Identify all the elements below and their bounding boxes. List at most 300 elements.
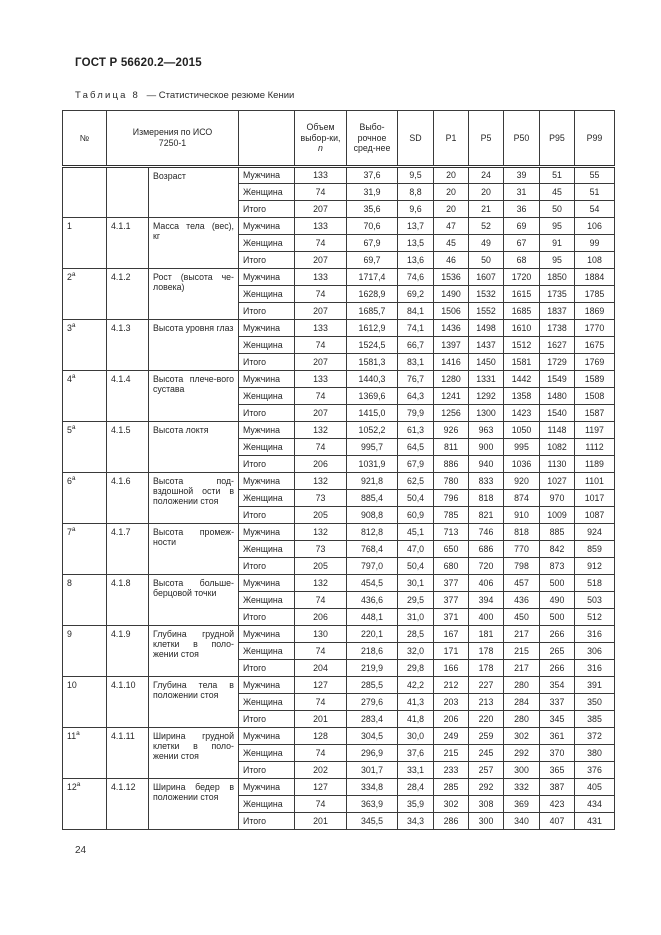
row-number-cell (63, 320, 107, 371)
gender-cell: Итого (239, 252, 295, 269)
p1-value-cell: 796 (434, 490, 469, 507)
p5-value-cell: 52 (469, 218, 504, 235)
iso-code-cell: 4.1.9 (107, 626, 149, 677)
row-number-footnote: a (76, 781, 81, 789)
table-row (63, 320, 615, 337)
mean-value-cell: 1717,4 (347, 269, 398, 286)
header-row (63, 111, 615, 167)
sd-value-cell: 28,5 (398, 626, 434, 643)
p50-value-cell: 1442 (504, 371, 540, 388)
p99-value-cell: 106 (575, 218, 615, 235)
n-value-cell: 74 (295, 439, 347, 456)
sd-value-cell: 66,7 (398, 337, 434, 354)
row-number-cell (63, 167, 107, 218)
n-value-cell: 202 (295, 762, 347, 779)
gender-cell: Итого (239, 354, 295, 371)
p1-value-cell: 680 (434, 558, 469, 575)
gender-cell: Мужчина (239, 422, 295, 439)
mean-value-cell: 334,8 (347, 779, 398, 796)
p5-value-cell: 900 (469, 439, 504, 456)
n-value-cell: 133 (295, 320, 347, 337)
p1-value-cell: 377 (434, 575, 469, 592)
row-number: 12 (67, 782, 77, 792)
mean-value-cell: 220,1 (347, 626, 398, 643)
iso-code-cell: 4.1.11 (107, 728, 149, 779)
mean-value-cell: 885,4 (347, 490, 398, 507)
p50-value-cell: 1610 (504, 320, 540, 337)
measure-name-cell: Высота больше-берцовой точки (149, 575, 239, 626)
p1-value-cell: 203 (434, 694, 469, 711)
p1-value-cell: 1397 (434, 337, 469, 354)
p1-value-cell: 377 (434, 592, 469, 609)
p99-value-cell: 1189 (575, 456, 615, 473)
sd-value-cell: 37,6 (398, 745, 434, 762)
p1-value-cell: 713 (434, 524, 469, 541)
sd-value-cell: 30,0 (398, 728, 434, 745)
row-number: 10 (67, 680, 77, 690)
sd-value-cell: 32,0 (398, 643, 434, 660)
mean-value-cell: 67,9 (347, 235, 398, 252)
sd-value-cell: 50,4 (398, 558, 434, 575)
p50-value-cell: 450 (504, 609, 540, 626)
p95-value-cell: 1738 (540, 320, 575, 337)
iso-code-cell: 4.1.12 (107, 779, 149, 830)
measure-name-cell: Высота под-вздошной ости в положении стоя (149, 473, 239, 524)
p50-value-cell: 1423 (504, 405, 540, 422)
measure-name-cell: Возраст (149, 167, 239, 218)
gender-cell: Женщина (239, 592, 295, 609)
p99-value-cell: 434 (575, 796, 615, 813)
row-number: 7 (67, 527, 72, 537)
p5-value-cell: 50 (469, 252, 504, 269)
p50-value-cell: 280 (504, 711, 540, 728)
iso-code-cell: 4.1.8 (107, 575, 149, 626)
p5-value-cell: 406 (469, 575, 504, 592)
col-header-sd: SD (398, 111, 434, 167)
row-number-cell (63, 677, 107, 728)
sd-value-cell: 61,3 (398, 422, 434, 439)
p1-value-cell: 811 (434, 439, 469, 456)
p99-value-cell: 1675 (575, 337, 615, 354)
gender-cell: Женщина (239, 490, 295, 507)
p50-value-cell: 995 (504, 439, 540, 456)
p50-value-cell: 770 (504, 541, 540, 558)
n-value-cell: 133 (295, 371, 347, 388)
p1-value-cell: 1436 (434, 320, 469, 337)
p95-value-cell: 365 (540, 762, 575, 779)
p5-value-cell: 746 (469, 524, 504, 541)
p5-value-cell: 1552 (469, 303, 504, 320)
gender-cell: Женщина (239, 388, 295, 405)
p1-value-cell: 20 (434, 201, 469, 218)
sd-value-cell: 64,5 (398, 439, 434, 456)
p50-value-cell: 31 (504, 184, 540, 201)
p50-value-cell: 67 (504, 235, 540, 252)
sd-value-cell: 84,1 (398, 303, 434, 320)
row-number-cell (63, 779, 107, 830)
p5-value-cell: 1331 (469, 371, 504, 388)
gender-cell: Мужчина (239, 473, 295, 490)
col-header-p1: P1 (434, 111, 469, 167)
p50-value-cell: 36 (504, 201, 540, 218)
mean-value-cell: 1052,2 (347, 422, 398, 439)
n-value-cell: 74 (295, 235, 347, 252)
p95-value-cell: 345 (540, 711, 575, 728)
p5-value-cell: 257 (469, 762, 504, 779)
n-value-cell: 130 (295, 626, 347, 643)
p5-value-cell: 963 (469, 422, 504, 439)
p99-value-cell: 1770 (575, 320, 615, 337)
p5-value-cell: 400 (469, 609, 504, 626)
p99-value-cell: 1508 (575, 388, 615, 405)
p95-value-cell: 1627 (540, 337, 575, 354)
row-number-footnote: a (71, 424, 76, 432)
p99-value-cell: 1017 (575, 490, 615, 507)
sd-value-cell: 76,7 (398, 371, 434, 388)
n-value-cell: 73 (295, 541, 347, 558)
sd-value-cell: 29,8 (398, 660, 434, 677)
p99-value-cell: 1884 (575, 269, 615, 286)
p95-value-cell: 1082 (540, 439, 575, 456)
p95-value-cell: 407 (540, 813, 575, 830)
measure-name-cell: Ширина грудной клетки в поло-жении стоя (149, 728, 239, 779)
gender-cell: Женщина (239, 286, 295, 303)
n-value-cell: 132 (295, 575, 347, 592)
p50-value-cell: 217 (504, 626, 540, 643)
col-header-gender (239, 111, 295, 167)
p99-value-cell: 316 (575, 626, 615, 643)
p99-value-cell: 55 (575, 167, 615, 184)
p95-value-cell: 45 (540, 184, 575, 201)
sd-value-cell: 60,9 (398, 507, 434, 524)
row-number: 9 (67, 629, 72, 639)
p95-value-cell: 266 (540, 660, 575, 677)
table-row (63, 575, 615, 592)
sd-value-cell: 34,3 (398, 813, 434, 830)
p5-value-cell: 308 (469, 796, 504, 813)
mean-value-cell: 1524,5 (347, 337, 398, 354)
p99-value-cell: 1197 (575, 422, 615, 439)
p5-value-cell: 1292 (469, 388, 504, 405)
p5-value-cell: 292 (469, 779, 504, 796)
sd-value-cell: 41,8 (398, 711, 434, 728)
p95-value-cell: 361 (540, 728, 575, 745)
gender-cell: Мужчина (239, 320, 295, 337)
mean-value-cell: 279,6 (347, 694, 398, 711)
p5-value-cell: 178 (469, 660, 504, 677)
n-value-cell: 73 (295, 490, 347, 507)
p1-value-cell: 206 (434, 711, 469, 728)
col-header-p5: P5 (469, 111, 504, 167)
n-value-cell: 74 (295, 184, 347, 201)
gender-cell: Итого (239, 456, 295, 473)
p95-value-cell: 490 (540, 592, 575, 609)
gender-cell: Итого (239, 762, 295, 779)
p99-value-cell: 859 (575, 541, 615, 558)
p1-value-cell: 212 (434, 677, 469, 694)
sd-value-cell: 42,2 (398, 677, 434, 694)
p1-value-cell: 371 (434, 609, 469, 626)
p1-value-cell: 215 (434, 745, 469, 762)
row-number-cell (63, 524, 107, 575)
n-value-cell: 206 (295, 456, 347, 473)
gender-cell: Женщина (239, 643, 295, 660)
mean-value-cell: 908,8 (347, 507, 398, 524)
table-row (63, 473, 615, 490)
mean-value-cell: 1415,0 (347, 405, 398, 422)
p99-value-cell: 1869 (575, 303, 615, 320)
table-header (63, 111, 615, 167)
mean-value-cell: 797,0 (347, 558, 398, 575)
n-value-cell: 128 (295, 728, 347, 745)
gender-cell: Женщина (239, 439, 295, 456)
p5-value-cell: 178 (469, 643, 504, 660)
p5-value-cell: 833 (469, 473, 504, 490)
row-number-cell (63, 575, 107, 626)
p1-value-cell: 171 (434, 643, 469, 660)
iso-code-cell: 4.1.7 (107, 524, 149, 575)
p99-value-cell: 385 (575, 711, 615, 728)
measure-name-cell: Масса тела (вес), кг (149, 218, 239, 269)
p95-value-cell: 1540 (540, 405, 575, 422)
col-header-mean: Выбо-рочное сред-нее (347, 111, 398, 167)
p50-value-cell: 1615 (504, 286, 540, 303)
n-value-cell: 205 (295, 558, 347, 575)
gender-cell: Итого (239, 303, 295, 320)
col-header-sample-size (295, 111, 347, 167)
table-caption-label: Таблица 8 (75, 90, 140, 101)
mean-value-cell: 345,5 (347, 813, 398, 830)
n-value-cell: 207 (295, 201, 347, 218)
col-header-number: № (63, 111, 107, 167)
table-row (63, 524, 615, 541)
n-value-cell: 205 (295, 507, 347, 524)
p5-value-cell: 24 (469, 167, 504, 184)
p95-value-cell: 354 (540, 677, 575, 694)
gender-cell: Итого (239, 558, 295, 575)
p99-value-cell: 1101 (575, 473, 615, 490)
table-row (63, 371, 615, 388)
iso-code-cell: 4.1.10 (107, 677, 149, 728)
p50-value-cell: 69 (504, 218, 540, 235)
gender-cell: Мужчина (239, 269, 295, 286)
col-header-measurement-line1: Измерения по ИСО (132, 127, 213, 138)
p1-value-cell: 780 (434, 473, 469, 490)
table-row (63, 269, 615, 286)
table-caption-title: — Статистическое резюме Кении (146, 90, 295, 101)
sd-value-cell: 28,4 (398, 779, 434, 796)
col-header-measurement-line2: 7250-1 (158, 138, 187, 148)
p99-value-cell: 405 (575, 779, 615, 796)
mean-value-cell: 1685,7 (347, 303, 398, 320)
p99-value-cell: 99 (575, 235, 615, 252)
measure-name-cell: Высота плече-вого сустава (149, 371, 239, 422)
sd-value-cell: 8,8 (398, 184, 434, 201)
table-row (63, 218, 615, 235)
mean-value-cell: 995,7 (347, 439, 398, 456)
mean-value-cell: 768,4 (347, 541, 398, 558)
n-value-cell: 74 (295, 592, 347, 609)
p95-value-cell: 51 (540, 167, 575, 184)
p50-value-cell: 39 (504, 167, 540, 184)
p95-value-cell: 1130 (540, 456, 575, 473)
n-value-cell: 207 (295, 354, 347, 371)
p1-value-cell: 286 (434, 813, 469, 830)
p99-value-cell: 1087 (575, 507, 615, 524)
p95-value-cell: 1549 (540, 371, 575, 388)
table-row (63, 728, 615, 745)
p50-value-cell: 332 (504, 779, 540, 796)
gender-cell: Женщина (239, 796, 295, 813)
p99-value-cell: 503 (575, 592, 615, 609)
p50-value-cell: 1358 (504, 388, 540, 405)
n-value-cell: 74 (295, 694, 347, 711)
p99-value-cell: 1587 (575, 405, 615, 422)
page-number: 24 (75, 845, 87, 856)
p50-value-cell: 340 (504, 813, 540, 830)
gender-cell: Мужчина (239, 626, 295, 643)
p95-value-cell: 500 (540, 609, 575, 626)
p1-value-cell: 785 (434, 507, 469, 524)
measure-name-cell: Ширина бедер в положении стоя (149, 779, 239, 830)
sd-value-cell: 13,5 (398, 235, 434, 252)
p95-value-cell: 1027 (540, 473, 575, 490)
p95-value-cell: 1850 (540, 269, 575, 286)
p50-value-cell: 436 (504, 592, 540, 609)
sd-value-cell: 50,4 (398, 490, 434, 507)
sd-value-cell: 79,9 (398, 405, 434, 422)
row-number-footnote: a (71, 475, 76, 483)
p50-value-cell: 302 (504, 728, 540, 745)
sd-value-cell: 67,9 (398, 456, 434, 473)
p99-value-cell: 924 (575, 524, 615, 541)
row-number-footnote: a (71, 373, 76, 381)
p95-value-cell: 970 (540, 490, 575, 507)
sd-value-cell: 62,5 (398, 473, 434, 490)
iso-code-cell: 4.1.3 (107, 320, 149, 371)
gender-cell: Женщина (239, 184, 295, 201)
p50-value-cell: 1581 (504, 354, 540, 371)
p99-value-cell: 912 (575, 558, 615, 575)
table-row (63, 677, 615, 694)
p1-value-cell: 285 (434, 779, 469, 796)
p50-value-cell: 1720 (504, 269, 540, 286)
gender-cell: Мужчина (239, 371, 295, 388)
p99-value-cell: 380 (575, 745, 615, 762)
sd-value-cell: 9,6 (398, 201, 434, 218)
p50-value-cell: 1050 (504, 422, 540, 439)
p50-value-cell: 215 (504, 643, 540, 660)
iso-code-cell: 4.1.5 (107, 422, 149, 473)
col-header-p95: P95 (540, 111, 575, 167)
p95-value-cell: 265 (540, 643, 575, 660)
sd-value-cell: 41,3 (398, 694, 434, 711)
p5-value-cell: 220 (469, 711, 504, 728)
iso-code-cell: 4.1.2 (107, 269, 149, 320)
n-value-cell: 74 (295, 643, 347, 660)
p5-value-cell: 394 (469, 592, 504, 609)
iso-code-cell: 4.1.4 (107, 371, 149, 422)
p95-value-cell: 337 (540, 694, 575, 711)
table-body (63, 167, 615, 830)
standard-number: ГОСТ Р 56620.2—2015 (75, 57, 202, 69)
row-number: 11 (67, 731, 77, 741)
gender-cell: Итого (239, 813, 295, 830)
p1-value-cell: 166 (434, 660, 469, 677)
p95-value-cell: 1480 (540, 388, 575, 405)
p95-value-cell: 95 (540, 218, 575, 235)
row-number-cell (63, 371, 107, 422)
row-number: 8 (67, 578, 72, 588)
p95-value-cell: 500 (540, 575, 575, 592)
mean-value-cell: 1031,9 (347, 456, 398, 473)
measure-name-cell: Рост (высота че-ловека) (149, 269, 239, 320)
p50-value-cell: 369 (504, 796, 540, 813)
p99-value-cell: 108 (575, 252, 615, 269)
mean-value-cell: 363,9 (347, 796, 398, 813)
gender-cell: Мужчина (239, 728, 295, 745)
n-value-cell: 207 (295, 252, 347, 269)
p1-value-cell: 167 (434, 626, 469, 643)
p1-value-cell: 20 (434, 184, 469, 201)
n-value-cell: 207 (295, 303, 347, 320)
n-value-cell: 133 (295, 269, 347, 286)
mean-value-cell: 70,6 (347, 218, 398, 235)
p50-value-cell: 292 (504, 745, 540, 762)
col-header-sample-size-label: Объем выбор-ки, (300, 121, 341, 143)
gender-cell: Итого (239, 609, 295, 626)
n-value-cell: 206 (295, 609, 347, 626)
p5-value-cell: 1532 (469, 286, 504, 303)
p99-value-cell: 431 (575, 813, 615, 830)
p95-value-cell: 91 (540, 235, 575, 252)
statistics-table (62, 110, 615, 830)
mean-value-cell: 285,5 (347, 677, 398, 694)
p95-value-cell: 1735 (540, 286, 575, 303)
mean-value-cell: 218,6 (347, 643, 398, 660)
row-number-cell (63, 269, 107, 320)
n-value-cell: 74 (295, 745, 347, 762)
sd-value-cell: 45,1 (398, 524, 434, 541)
n-value-cell: 74 (295, 337, 347, 354)
mean-value-cell: 31,9 (347, 184, 398, 201)
row-number: 1 (67, 221, 72, 231)
sd-value-cell: 31,0 (398, 609, 434, 626)
gender-cell: Женщина (239, 235, 295, 252)
p99-value-cell: 376 (575, 762, 615, 779)
sd-value-cell: 9,5 (398, 167, 434, 184)
p99-value-cell: 512 (575, 609, 615, 626)
p95-value-cell: 266 (540, 626, 575, 643)
n-value-cell: 207 (295, 405, 347, 422)
row-number-cell (63, 728, 107, 779)
table-caption (75, 90, 294, 101)
gender-cell: Итого (239, 507, 295, 524)
sd-value-cell: 74,1 (398, 320, 434, 337)
p50-value-cell: 798 (504, 558, 540, 575)
p5-value-cell: 300 (469, 813, 504, 830)
p5-value-cell: 20 (469, 184, 504, 201)
p50-value-cell: 68 (504, 252, 540, 269)
sd-value-cell: 47,0 (398, 541, 434, 558)
p95-value-cell: 1009 (540, 507, 575, 524)
gender-cell: Мужчина (239, 575, 295, 592)
col-header-p50: P50 (504, 111, 540, 167)
mean-value-cell: 283,4 (347, 711, 398, 728)
p95-value-cell: 885 (540, 524, 575, 541)
sd-value-cell: 64,3 (398, 388, 434, 405)
p1-value-cell: 1256 (434, 405, 469, 422)
